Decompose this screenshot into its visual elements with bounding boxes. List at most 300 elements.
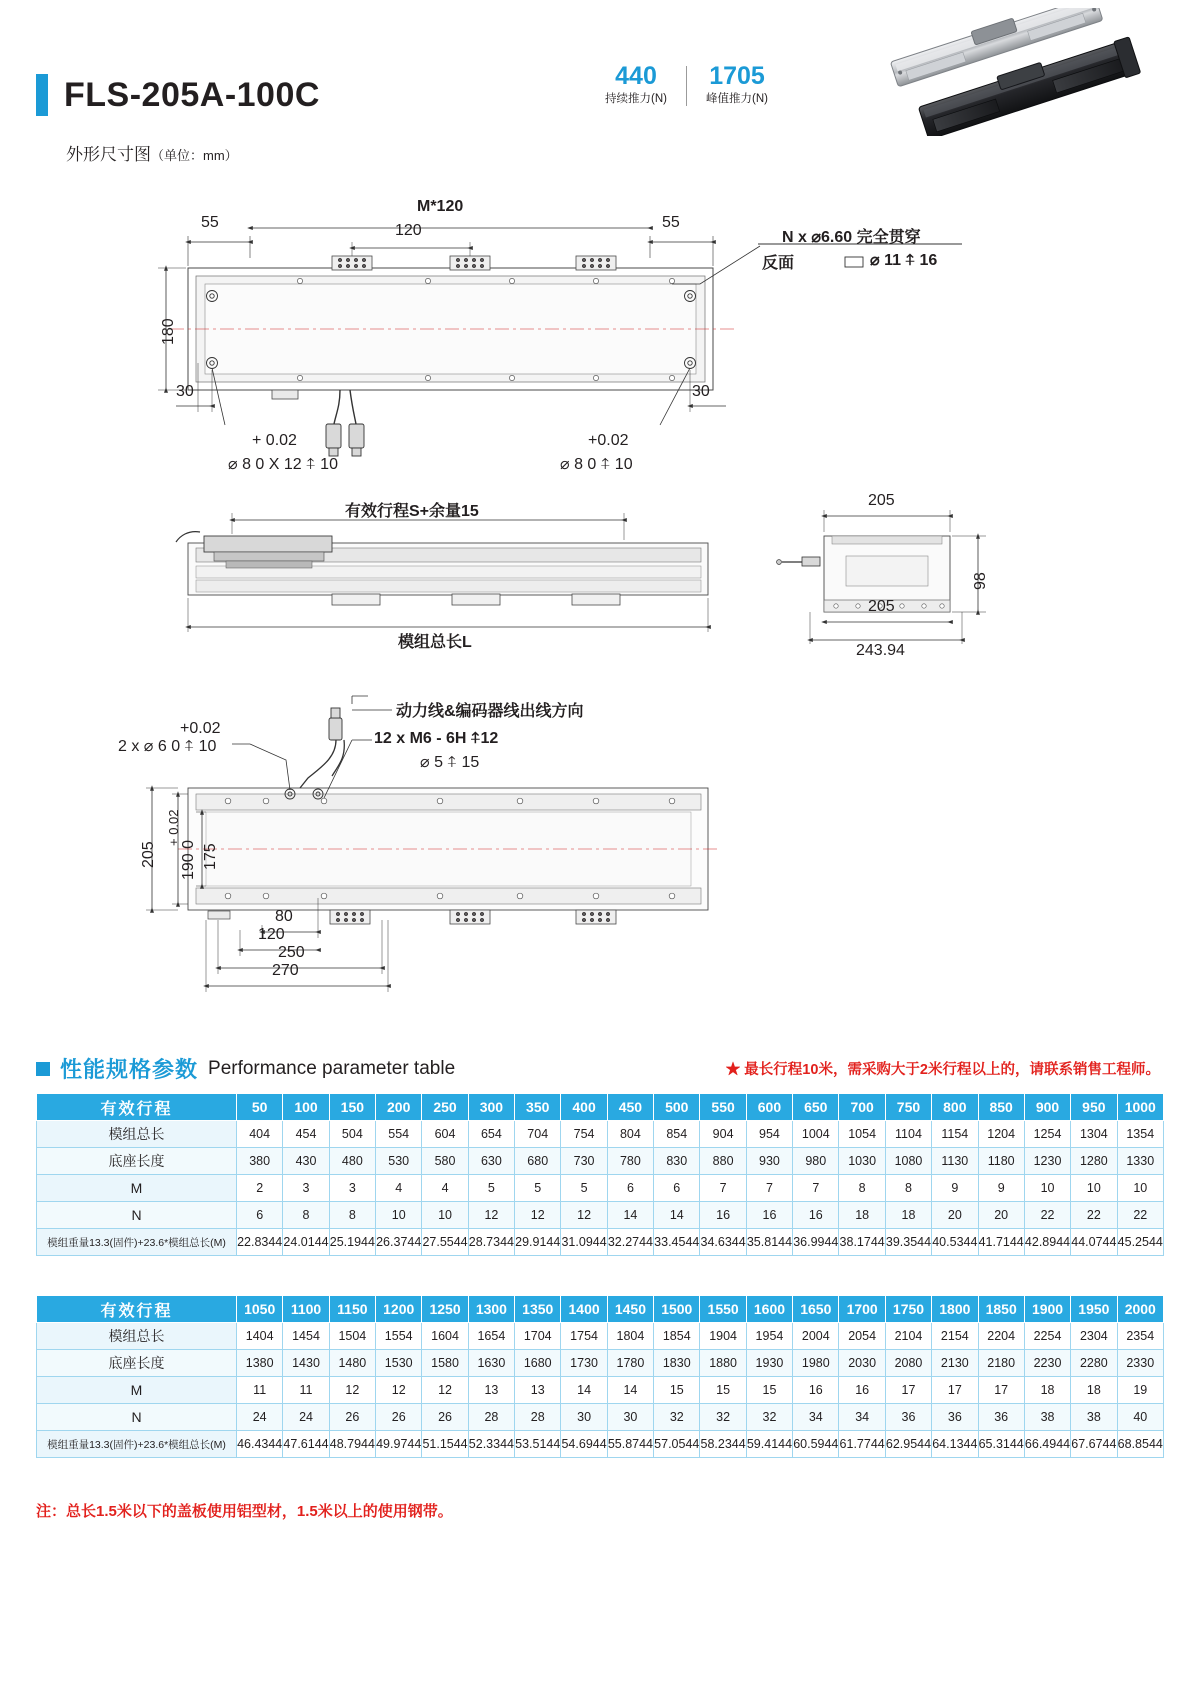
cell: 730: [561, 1148, 607, 1175]
cell: 1554: [376, 1323, 422, 1350]
cell: 68.8544: [1117, 1431, 1163, 1458]
cell: 1500: [654, 1296, 700, 1323]
cell: 1504: [329, 1323, 375, 1350]
dim-bottom-tol: + 0.02: [166, 809, 181, 846]
cell: 150: [329, 1094, 375, 1121]
cell: 18: [839, 1202, 885, 1229]
cell: 36.9944: [793, 1229, 839, 1256]
cell: 2054: [839, 1323, 885, 1350]
cell: 51.1544: [422, 1431, 468, 1458]
cell: 2354: [1117, 1323, 1163, 1350]
cell: 5: [515, 1175, 561, 1202]
cell: 6: [237, 1202, 283, 1229]
cell: 950: [1071, 1094, 1117, 1121]
cell: 11: [237, 1377, 283, 1404]
cell: 704: [515, 1121, 561, 1148]
cell: 1430: [283, 1350, 329, 1377]
table-row: [37, 1202, 1164, 1229]
cell: 1280: [1071, 1148, 1117, 1175]
dim-pitch-m: M*120: [417, 198, 464, 215]
force-spec-group: [586, 62, 787, 108]
cell: 454: [283, 1121, 329, 1148]
cell: 50: [237, 1094, 283, 1121]
cell: 12: [329, 1377, 375, 1404]
cell: 1000: [1117, 1094, 1163, 1121]
cell: 2: [237, 1175, 283, 1202]
cell: 61.7744: [839, 1431, 885, 1458]
dim-bottom-250: 250: [278, 944, 305, 961]
continuous-force-label: 持续推力(N): [605, 93, 667, 105]
cell: 1800: [932, 1296, 978, 1323]
cell: 40: [1117, 1404, 1163, 1431]
cell: 980: [793, 1148, 839, 1175]
cell: 880: [700, 1148, 746, 1175]
cell: 404: [237, 1121, 283, 1148]
cell: 5: [561, 1175, 607, 1202]
performance-note: ★ 最长行程10米，需采购大于2米行程以上的，请联系销售工程师。: [725, 1062, 1160, 1078]
cell: 15: [700, 1377, 746, 1404]
cell: 1400: [561, 1296, 607, 1323]
cell: 13: [515, 1377, 561, 1404]
subtitle-text: 外形尺寸图: [66, 145, 151, 164]
cell: 1250: [422, 1296, 468, 1323]
cell: 2080: [885, 1350, 931, 1377]
table-row: [37, 1404, 1164, 1431]
cell: 49.9744: [376, 1431, 422, 1458]
continuous-force-value: 440: [615, 62, 657, 90]
cell: 8: [283, 1202, 329, 1229]
performance-table-1: [36, 1093, 1164, 1256]
cell: 1200: [376, 1296, 422, 1323]
cell: 32: [654, 1404, 700, 1431]
cell: 1850: [978, 1296, 1024, 1323]
cell: 22: [1071, 1202, 1117, 1229]
cell: 60.5944: [793, 1431, 839, 1458]
cell: 1654: [468, 1323, 514, 1350]
technical-drawing: [0, 180, 1200, 1020]
cell: 16: [700, 1202, 746, 1229]
cell: 380: [237, 1148, 283, 1175]
table-row: [37, 1323, 1164, 1350]
cell: 1980: [793, 1350, 839, 1377]
cell: 780: [607, 1148, 653, 1175]
cell: 38.1744: [839, 1229, 885, 1256]
dim-end-width-top: 205: [868, 492, 895, 509]
cell: 17: [885, 1377, 931, 1404]
cell: 604: [422, 1121, 468, 1148]
page-header: [0, 0, 1200, 164]
cell: 300: [468, 1094, 514, 1121]
cell: 10: [1071, 1175, 1117, 1202]
cell: 30: [561, 1404, 607, 1431]
performance-table-2: [36, 1295, 1164, 1458]
cell: 53.5144: [515, 1431, 561, 1458]
cell: 6: [607, 1175, 653, 1202]
cell: 7: [700, 1175, 746, 1202]
cell: 250: [422, 1094, 468, 1121]
cell: 47.6144: [283, 1431, 329, 1458]
subtitle-unit: （单位：mm）: [151, 148, 238, 163]
cell: 600: [746, 1094, 792, 1121]
cell: 19: [1117, 1377, 1163, 1404]
note-reverse-side: 反面: [762, 255, 795, 272]
dim-bottom-205: 205: [140, 841, 157, 868]
cell: 1050: [237, 1296, 283, 1323]
cell: 42.8944: [1024, 1229, 1070, 1256]
cell: 580: [422, 1148, 468, 1175]
cell: 1104: [885, 1121, 931, 1148]
row-label-weight: 模组重量13.3(固件)+23.6*模组总长(M): [37, 1431, 237, 1458]
product-photo: [888, 8, 1188, 136]
cell: 1730: [561, 1350, 607, 1377]
cell: 1754: [561, 1323, 607, 1350]
row-label-m: M: [37, 1175, 237, 1202]
table-row: [37, 1148, 1164, 1175]
cell: 804: [607, 1121, 653, 1148]
dim-bottom-270: 270: [272, 962, 299, 979]
cell: 34: [793, 1404, 839, 1431]
cell: 754: [561, 1121, 607, 1148]
cell: 12: [515, 1202, 561, 1229]
cell: 1204: [978, 1121, 1024, 1148]
cell: 26: [422, 1404, 468, 1431]
dim-end-height-98: 98: [972, 572, 989, 590]
row-label-n: N: [37, 1202, 237, 1229]
cell: 3: [329, 1175, 375, 1202]
cell: 1950: [1071, 1296, 1117, 1323]
cell: 1380: [237, 1350, 283, 1377]
performance-section-header: [36, 1053, 455, 1084]
peak-force-label: 峰值推力(N): [706, 93, 768, 105]
cell: 1004: [793, 1121, 839, 1148]
cell: 550: [700, 1094, 746, 1121]
cell: 5: [468, 1175, 514, 1202]
cell: 904: [700, 1121, 746, 1148]
cell: 40.5344: [932, 1229, 978, 1256]
cell: 9: [932, 1175, 978, 1202]
cell: 2154: [932, 1323, 978, 1350]
cell: 400: [561, 1094, 607, 1121]
dim-edge-30-left: 30: [176, 383, 194, 400]
dim-bottom-120: 120: [258, 926, 285, 943]
cell: 4: [376, 1175, 422, 1202]
cell: 800: [932, 1094, 978, 1121]
cell: 1180: [978, 1148, 1024, 1175]
cell: 504: [329, 1121, 375, 1148]
cell: 57.0544: [654, 1431, 700, 1458]
cell: 62.9544: [885, 1431, 931, 1458]
table-row: [37, 1175, 1164, 1202]
cell: 450: [607, 1094, 653, 1121]
cell: 10: [376, 1202, 422, 1229]
note-cable-direction: 动力线&编码器线出线方向: [396, 703, 584, 720]
cell: 36: [885, 1404, 931, 1431]
cell: 16: [839, 1377, 885, 1404]
cell: 24.0144: [283, 1229, 329, 1256]
cell: 1130: [932, 1148, 978, 1175]
page-title: FLS-205A-100C: [64, 76, 320, 114]
cell: 1900: [1024, 1296, 1070, 1323]
cell: 1630: [468, 1350, 514, 1377]
row-label-weight: 模组重量13.3(固件)+23.6*模组总长(M): [37, 1229, 237, 1256]
force-spec-peak: [687, 62, 787, 108]
dim-dowel-right: ⌀ 8 0 ⍏ 10: [560, 456, 633, 473]
performance-title-en: Performance parameter table: [208, 1057, 456, 1079]
row-label-base-length: 底座长度: [37, 1148, 237, 1175]
cell: 500: [654, 1094, 700, 1121]
cell: 10: [1024, 1175, 1070, 1202]
cell: 26: [329, 1404, 375, 1431]
cell: 46.4344: [237, 1431, 283, 1458]
row-label-n: N: [37, 1404, 237, 1431]
dim-bottom-175: 175: [202, 843, 219, 870]
cell: 650: [793, 1094, 839, 1121]
cell: 830: [654, 1148, 700, 1175]
row-label-base-length: 底座长度: [37, 1350, 237, 1377]
dim-edge-30-right: 30: [692, 383, 710, 400]
cell: 900: [1024, 1094, 1070, 1121]
cell: 1254: [1024, 1121, 1070, 1148]
cell: 58.2344: [700, 1431, 746, 1458]
cell: 7: [746, 1175, 792, 1202]
cell: 32: [746, 1404, 792, 1431]
cell: 28.7344: [468, 1229, 514, 1256]
cell: 16: [746, 1202, 792, 1229]
cell: 20: [978, 1202, 1024, 1229]
cell: 1854: [654, 1323, 700, 1350]
dim-bottom-190: 190 0: [180, 839, 197, 880]
cell: 1830: [654, 1350, 700, 1377]
cell: 14: [607, 1377, 653, 1404]
cell: 30: [607, 1404, 653, 1431]
cell: 15: [746, 1377, 792, 1404]
section-marker-icon: [36, 1062, 50, 1076]
cell: 2004: [793, 1323, 839, 1350]
cell: 1404: [237, 1323, 283, 1350]
dim-effective-stroke: 有效行程S+余量15: [345, 503, 479, 520]
drawing-vector: [0, 180, 1200, 1020]
dim-left-margin: 55: [201, 214, 219, 231]
cell: 1804: [607, 1323, 653, 1350]
cell: 1154: [932, 1121, 978, 1148]
cell: 45.2544: [1117, 1229, 1163, 1256]
cell: 12: [422, 1377, 468, 1404]
cell: 1550: [700, 1296, 746, 1323]
cell: 38: [1024, 1404, 1070, 1431]
cell: 16: [793, 1377, 839, 1404]
note-counterbore: ⌀ 11 ⍏ 16: [870, 252, 938, 269]
cell: 28: [468, 1404, 514, 1431]
cell: 52.3344: [468, 1431, 514, 1458]
cell: 1054: [839, 1121, 885, 1148]
cell: 654: [468, 1121, 514, 1148]
dim-bottom-80: 80: [275, 908, 293, 925]
cell: 1354: [1117, 1121, 1163, 1148]
cell: 200: [376, 1094, 422, 1121]
cell: 29.9144: [515, 1229, 561, 1256]
cell: 1600: [746, 1296, 792, 1323]
table-row: [37, 1377, 1164, 1404]
title-accent-bar: [36, 74, 48, 116]
cell: 954: [746, 1121, 792, 1148]
cell: 17: [978, 1377, 1024, 1404]
cell: 15: [654, 1377, 700, 1404]
row-label-stroke: 有效行程: [37, 1094, 237, 1121]
cell: 1904: [700, 1323, 746, 1350]
cell: 31.0944: [561, 1229, 607, 1256]
cell: 530: [376, 1148, 422, 1175]
cell: 1350: [515, 1296, 561, 1323]
dim-pitch-120: 120: [395, 222, 422, 239]
row-label-stroke: 有效行程: [37, 1296, 237, 1323]
cell: 1880: [700, 1350, 746, 1377]
dim-dowel-left-tol: + 0.02: [252, 432, 297, 449]
cell: 2104: [885, 1323, 931, 1350]
note-thread-12xm6: 12 x M6 - 6H ⍏12: [374, 730, 499, 747]
cell: 1930: [746, 1350, 792, 1377]
cell: 18: [1071, 1377, 1117, 1404]
cell: 27.5544: [422, 1229, 468, 1256]
cell: 8: [839, 1175, 885, 1202]
cell: 67.6744: [1071, 1431, 1117, 1458]
row-label-total-length: 模组总长: [37, 1121, 237, 1148]
cell: 1150: [329, 1296, 375, 1323]
peak-force-value: 1705: [709, 62, 765, 90]
cell: 4: [422, 1175, 468, 1202]
cell: 1300: [468, 1296, 514, 1323]
table-row: [37, 1296, 1164, 1323]
cell: 13: [468, 1377, 514, 1404]
cell: 12: [561, 1202, 607, 1229]
footer-note: 注：总长1.5米以下的盖板使用铝型材，1.5米以上的使用钢带。: [36, 1503, 453, 1520]
cell: 66.4944: [1024, 1431, 1070, 1458]
cell: 1580: [422, 1350, 468, 1377]
cell: 35.8144: [746, 1229, 792, 1256]
cell: 12: [468, 1202, 514, 1229]
cell: 59.4144: [746, 1431, 792, 1458]
cell: 750: [885, 1094, 931, 1121]
dim-total-length: 模组总长L: [398, 634, 472, 651]
cell: 1604: [422, 1323, 468, 1350]
cell: 26.3744: [376, 1229, 422, 1256]
cell: 10: [422, 1202, 468, 1229]
dim-bottom-dowel: 2 x ⌀ 6 0 ⍏ 10: [118, 738, 217, 755]
cell: 100: [283, 1094, 329, 1121]
cell: 2304: [1071, 1323, 1117, 1350]
cell: 38: [1071, 1404, 1117, 1431]
table-row: [37, 1094, 1164, 1121]
cell: 2130: [932, 1350, 978, 1377]
cell: 14: [561, 1377, 607, 1404]
table-row: [37, 1121, 1164, 1148]
cell: 1530: [376, 1350, 422, 1377]
cell: 14: [607, 1202, 653, 1229]
cell: 10: [1117, 1175, 1163, 1202]
cell: 1480: [329, 1350, 375, 1377]
cell: 34.6344: [700, 1229, 746, 1256]
cell: 2280: [1071, 1350, 1117, 1377]
table-row: [37, 1431, 1164, 1458]
cell: 39.3544: [885, 1229, 931, 1256]
cell: 55.8744: [607, 1431, 653, 1458]
cell: 1080: [885, 1148, 931, 1175]
cell: 48.7944: [329, 1431, 375, 1458]
cell: 2030: [839, 1350, 885, 1377]
cell: 1780: [607, 1350, 653, 1377]
cell: 1454: [283, 1323, 329, 1350]
dim-right-margin: 55: [662, 214, 680, 231]
cell: 1704: [515, 1323, 561, 1350]
cell: 480: [329, 1148, 375, 1175]
cell: 24: [283, 1404, 329, 1431]
cell: 350: [515, 1094, 561, 1121]
dim-end-width-bottom: 205: [868, 598, 895, 615]
dim-end-width-overall: 243.94: [856, 642, 905, 659]
cell: 64.1344: [932, 1431, 978, 1458]
cell: 430: [283, 1148, 329, 1175]
cell: 1100: [283, 1296, 329, 1323]
dim-dowel-left: ⌀ 8 0 X 12 ⍏ 10: [228, 456, 338, 473]
dim-bottom-dowel-tol: +0.02: [180, 720, 221, 737]
row-label-m: M: [37, 1377, 237, 1404]
dimension-drawing-subtitle: [66, 140, 238, 165]
cell: 22: [1024, 1202, 1070, 1229]
cell: 1700: [839, 1296, 885, 1323]
cell: 12: [376, 1377, 422, 1404]
row-label-total-length: 模组总长: [37, 1323, 237, 1350]
cell: 20: [932, 1202, 978, 1229]
cell: 554: [376, 1121, 422, 1148]
cell: 2180: [978, 1350, 1024, 1377]
force-spec-continuous: [586, 62, 686, 108]
cell: 11: [283, 1377, 329, 1404]
cell: 33.4544: [654, 1229, 700, 1256]
cell: 850: [978, 1094, 1024, 1121]
cell: 930: [746, 1148, 792, 1175]
cell: 14: [654, 1202, 700, 1229]
note-through-hole: N x ⌀6.60 完全贯穿: [782, 229, 921, 246]
cell: 44.0744: [1071, 1229, 1117, 1256]
dim-height-180: 180: [160, 318, 177, 345]
cell: 700: [839, 1094, 885, 1121]
cell: 8: [885, 1175, 931, 1202]
cell: 32: [700, 1404, 746, 1431]
cell: 1230: [1024, 1148, 1070, 1175]
cell: 1954: [746, 1323, 792, 1350]
performance-title-cn: 性能规格参数: [60, 1057, 199, 1082]
cell: 22: [1117, 1202, 1163, 1229]
note-thread-pilot: ⌀ 5 ⍏ 15: [420, 754, 480, 771]
cell: 16: [793, 1202, 839, 1229]
cell: 2330: [1117, 1350, 1163, 1377]
cell: 1304: [1071, 1121, 1117, 1148]
cell: 1450: [607, 1296, 653, 1323]
cell: 25.1944: [329, 1229, 375, 1256]
cell: 54.6944: [561, 1431, 607, 1458]
cell: 680: [515, 1148, 561, 1175]
cell: 28: [515, 1404, 561, 1431]
cell: 18: [885, 1202, 931, 1229]
cell: 6: [654, 1175, 700, 1202]
cell: 2230: [1024, 1350, 1070, 1377]
cell: 17: [932, 1377, 978, 1404]
cell: 1650: [793, 1296, 839, 1323]
cell: 22.8344: [237, 1229, 283, 1256]
table-row: [37, 1229, 1164, 1256]
cell: 26: [376, 1404, 422, 1431]
table-row: [37, 1350, 1164, 1377]
cell: 18: [1024, 1377, 1070, 1404]
